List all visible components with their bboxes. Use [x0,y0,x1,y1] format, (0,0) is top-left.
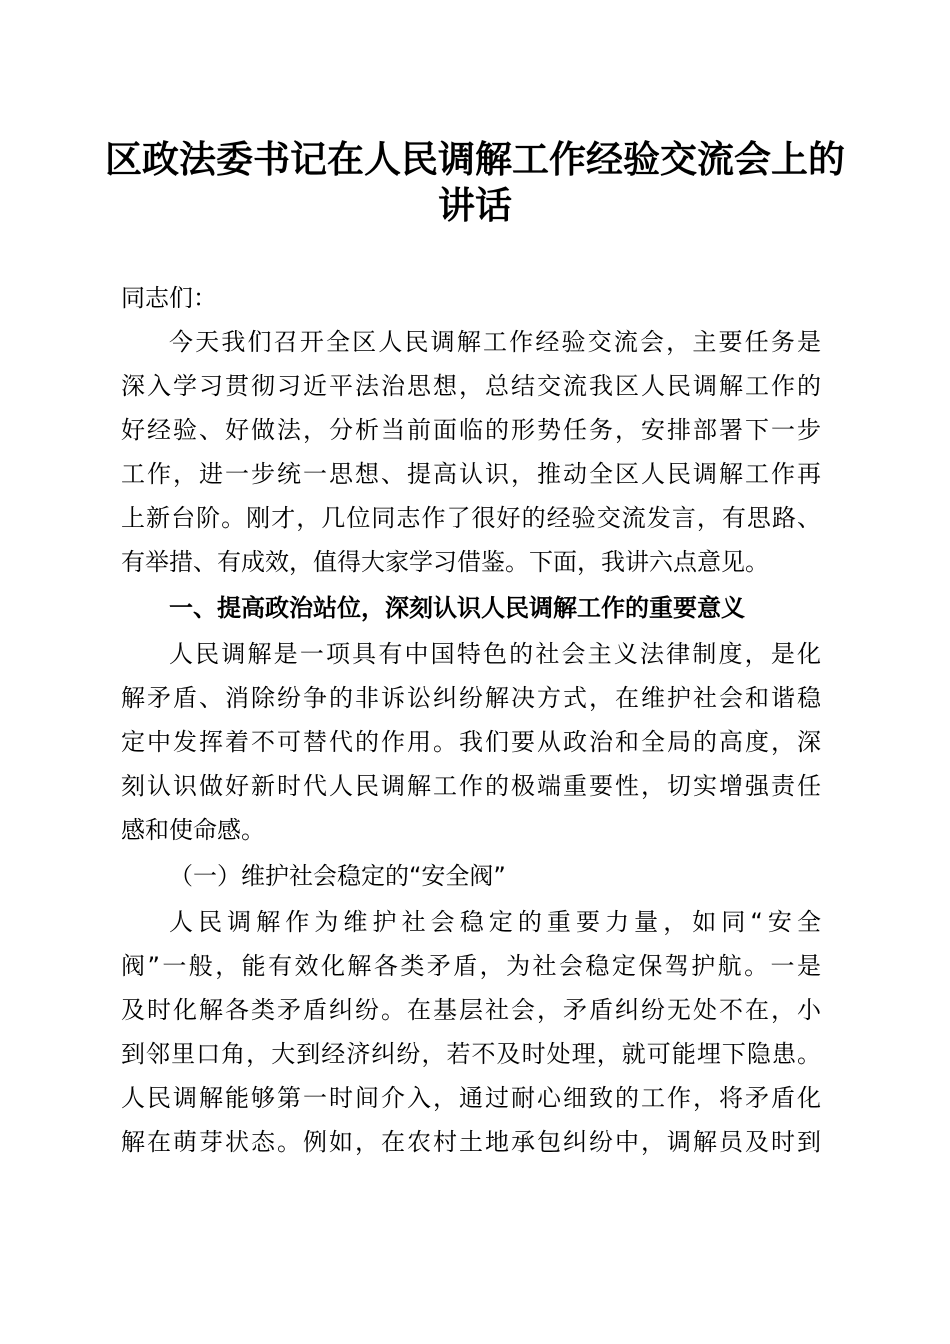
paragraph-line: 人民调解作为维护社会稳定的重要力量，如同“安全 [169,908,821,936]
paragraph-line: 解矛盾、消除纷争的非诉讼纠纷解决方式，在维护社会和谐稳 [121,684,821,712]
paragraph-line: 好经验、好做法，分析当前面临的形势任务，安排部署下一步 [121,416,821,444]
section-heading: 一、提高政治站位，深刻认识人民调解工作的重要意义 [169,594,745,622]
paragraph-line: 上新台阶。刚才，几位同志作了很好的经验交流发言，有思路、 [121,504,821,532]
subsection-heading: （一）维护社会稳定的“安全阀” [169,862,506,890]
paragraph-line: 解在萌芽状态。例如，在农村土地承包纠纷中，调解员及时到 [121,1128,821,1156]
paragraph-line: 感和使命感。 [121,816,265,844]
document-title-line2: 讲话 [438,183,512,227]
paragraph-line: 今天我们召开全区人民调解工作经验交流会，主要任务是 [169,328,821,356]
salutation: 同志们： [121,284,217,312]
paragraph-line: 定中发挥着不可替代的作用。我们要从政治和全局的高度，深 [121,728,821,756]
paragraph-line: 阀”一般，能有效化解各类矛盾，为社会稳定保驾护航。一是 [121,952,821,980]
paragraph-line: 到邻里口角，大到经济纠纷，若不及时处理，就可能埋下隐患。 [121,1040,821,1068]
document-title-line1: 区政法委书记在人民调解工作经验交流会上的 [105,137,845,181]
paragraph-line: 有举措、有成效，值得大家学习借鉴。下面，我讲六点意见。 [121,548,769,576]
paragraph-line: 人民调解能够第一时间介入，通过耐心细致的工作，将矛盾化 [121,1084,821,1112]
paragraph-line: 刻认识做好新时代人民调解工作的极端重要性，切实增强责任 [121,772,821,800]
paragraph-line: 深入学习贯彻习近平法治思想，总结交流我区人民调解工作的 [121,372,821,400]
paragraph-line: 人民调解是一项具有中国特色的社会主义法律制度，是化 [169,640,821,668]
paragraph-line: 工作，进一步统一思想、提高认识，推动全区人民调解工作再 [121,460,821,488]
paragraph-line: 及时化解各类矛盾纠纷。在基层社会，矛盾纠纷无处不在，小 [121,996,821,1024]
